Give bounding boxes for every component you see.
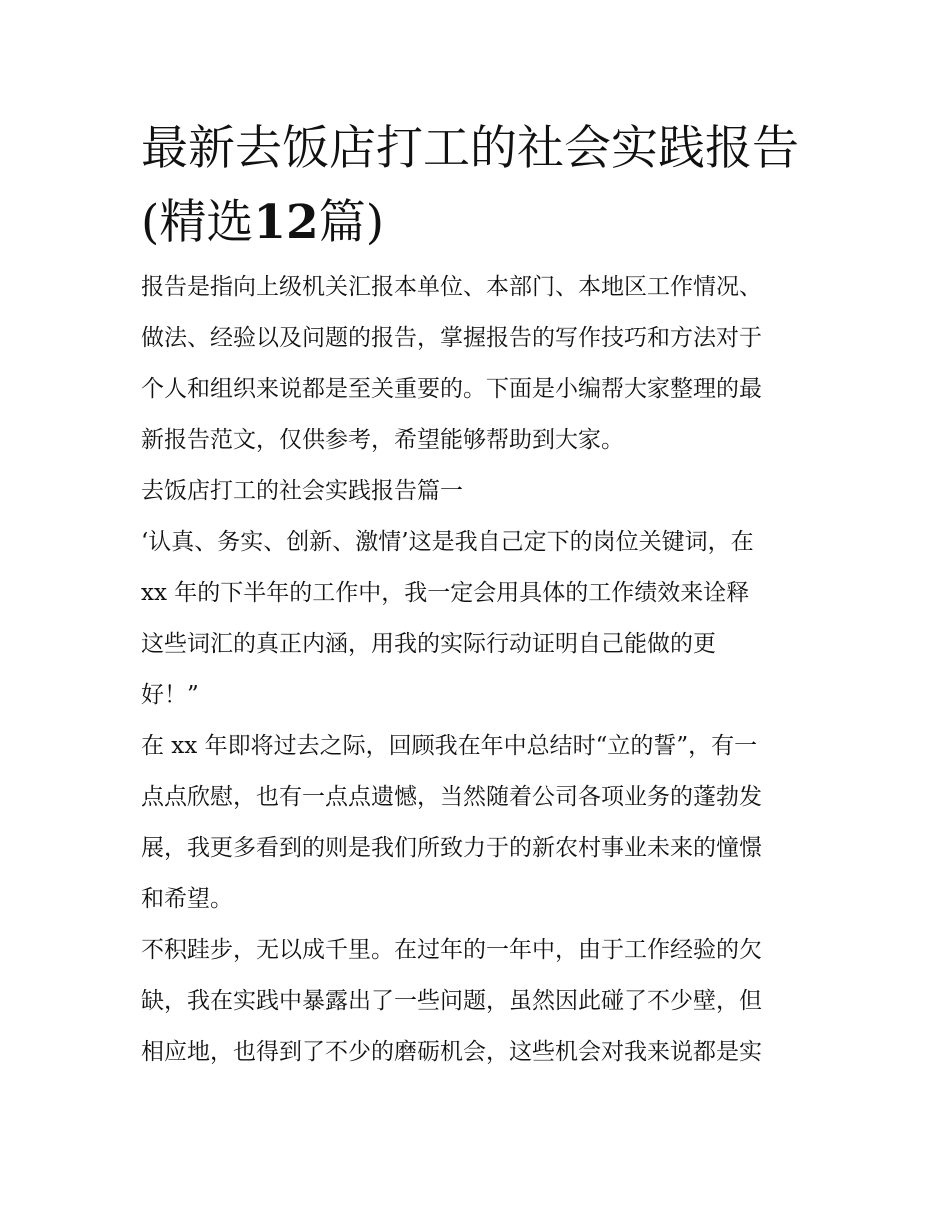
text-line: 展，我更多看到的则是我们所致力于的新农村事业未来的憧憬 — [141, 835, 762, 861]
text-line: 报告是指向上级机关汇报本单位、本部门、本地区工作情况、 — [141, 274, 762, 300]
text-line: 好！” — [141, 682, 199, 708]
section-heading — [141, 466, 813, 517]
text-line: 做法、经验以及问题的报告，掌握报告的写作技巧和方法对于 — [141, 325, 762, 351]
title-text-part1: 最新去饭店打工的社会实践报告(精选 — [141, 121, 799, 250]
paragraph-intro — [141, 262, 813, 466]
paragraph-keywords — [141, 517, 813, 721]
section-heading-text: 去饭店打工的社会实践报告篇一 — [141, 478, 463, 504]
text-line: 新报告范文，仅供参考，希望能够帮助到大家。 — [141, 427, 624, 453]
document-content — [141, 112, 813, 1078]
text-line: 相应地，也得到了不少的磨砺机会，这些机会对我来说都是实 — [141, 1039, 762, 1065]
text-line: 点点欣慰，也有一点点遗憾，当然随着公司各项业务的蓬勃发 — [141, 784, 762, 810]
text-line: 在 xx 年即将过去之际，回顾我在年中总结时“立的誓”，有一 — [141, 733, 758, 759]
title-text-part2: 篇) — [318, 195, 385, 250]
text-line: 这些词汇的真正内涵，用我的实际行动证明自己能做的更 — [141, 631, 716, 657]
paragraph-reflection — [141, 925, 813, 1078]
text-line: 不积跬步，无以成千里。在过年的一年中，由于工作经验的欠 — [141, 937, 762, 963]
text-line: xx 年的下半年的工作中，我一定会用具体的工作绩效来诠释 — [141, 580, 750, 606]
paragraph-review — [141, 721, 813, 925]
text-line: ‘认真、务实、创新、激情’这是我自己定下的岗位关键词，在 — [141, 529, 754, 555]
text-line: 缺，我在实践中暴露出了一些问题，虽然因此碰了不少壁，但 — [141, 988, 762, 1014]
document-title — [141, 112, 813, 260]
text-line: 和希望。 — [141, 886, 233, 912]
text-line: 个人和组织来说都是至关重要的。下面是小编帮大家整理的最 — [141, 376, 762, 402]
title-number: 12 — [253, 195, 319, 250]
